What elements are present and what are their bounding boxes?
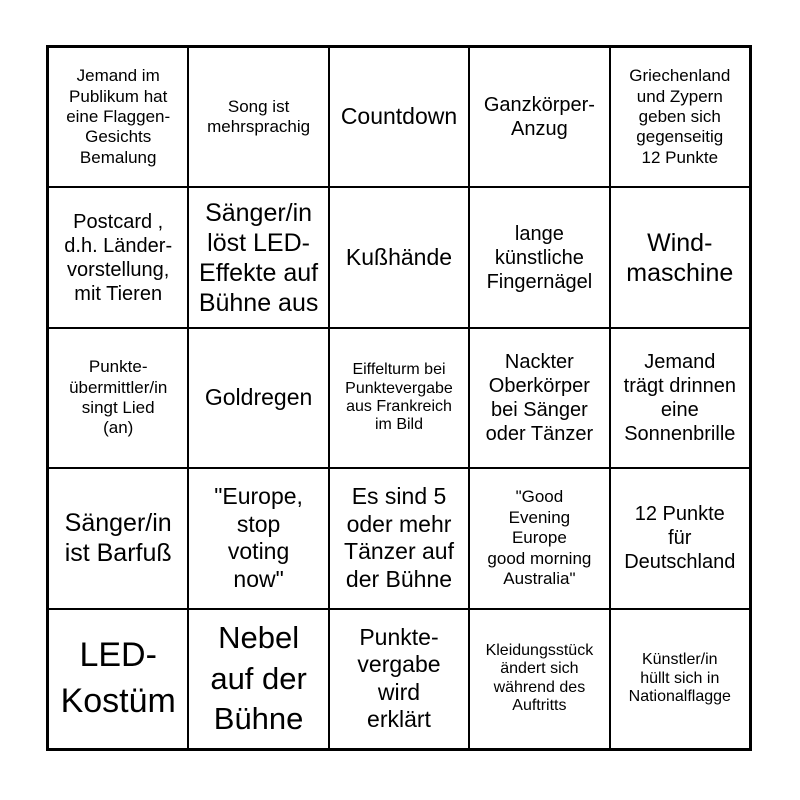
bingo-cell-fake-nails[interactable]: lange künstliche Fingernägel <box>469 187 609 327</box>
bingo-cell-singer-led-effects[interactable]: Sänger/in löst LED- Effekte auf Bühne aus <box>188 187 328 327</box>
bingo-cell-voting-explained[interactable]: Punkte- vergabe wird erklärt <box>329 609 469 749</box>
bingo-cell-full-body-suit[interactable]: Ganzkörper- Anzug <box>469 47 609 187</box>
bingo-cell-barefoot-singer[interactable]: Sänger/in ist Barfuß <box>48 468 188 608</box>
bingo-cell-multilingual-song[interactable]: Song ist mehrsprachig <box>188 47 328 187</box>
bingo-cell-stop-voting[interactable]: "Europe, stop voting now" <box>188 468 328 608</box>
bingo-cell-twelve-points-germany[interactable]: 12 Punkte für Deutschland <box>610 468 750 608</box>
bingo-cell-fog-on-stage[interactable]: Nebel auf der Bühne <box>188 609 328 749</box>
bingo-cell-sunglasses-indoors[interactable]: Jemand trägt drinnen eine Sonnenbrille <box>610 328 750 468</box>
bingo-cell-greece-cyprus-points[interactable]: Griechenland und Zypern geben sich gegenseitig 12 Punkte <box>610 47 750 187</box>
bingo-cell-golden-rain[interactable]: Goldregen <box>188 328 328 468</box>
bingo-cell-countdown[interactable]: Countdown <box>329 47 469 187</box>
bingo-board <box>46 45 752 751</box>
bingo-cell-eiffel-tower[interactable]: Eiffelturm bei Punktevergabe aus Frankreich im Bild <box>329 328 469 468</box>
bingo-cell-blown-kisses[interactable]: Kußhände <box>329 187 469 327</box>
bingo-cell-led-costume[interactable]: LED- Kostüm <box>48 609 188 749</box>
bingo-cell-bare-torso[interactable]: Nackter Oberkörper bei Sänger oder Tänzer <box>469 328 609 468</box>
bingo-cell-flag-face-paint[interactable]: Jemand im Publikum hat eine Flaggen- Gesichts Bemalung <box>48 47 188 187</box>
bingo-cell-good-evening-europe[interactable]: "Good Evening Europe good morning Australia" <box>469 468 609 608</box>
bingo-cell-wind-machine[interactable]: Wind- maschine <box>610 187 750 327</box>
bingo-cell-postcard-animals[interactable]: Postcard , d.h. Länder- vorstellung, mit Tieren <box>48 187 188 327</box>
bingo-cell-outfit-change[interactable]: Kleidungsstück ändert sich während des Auftritts <box>469 609 609 749</box>
bingo-cell-five-dancers[interactable]: Es sind 5 oder mehr Tänzer auf der Bühne <box>329 468 469 608</box>
bingo-cell-national-flag[interactable]: Künstler/in hüllt sich in Nationalflagge <box>610 609 750 749</box>
bingo-cell-spokesperson-sings[interactable]: Punkte- übermittler/in singt Lied (an) <box>48 328 188 468</box>
